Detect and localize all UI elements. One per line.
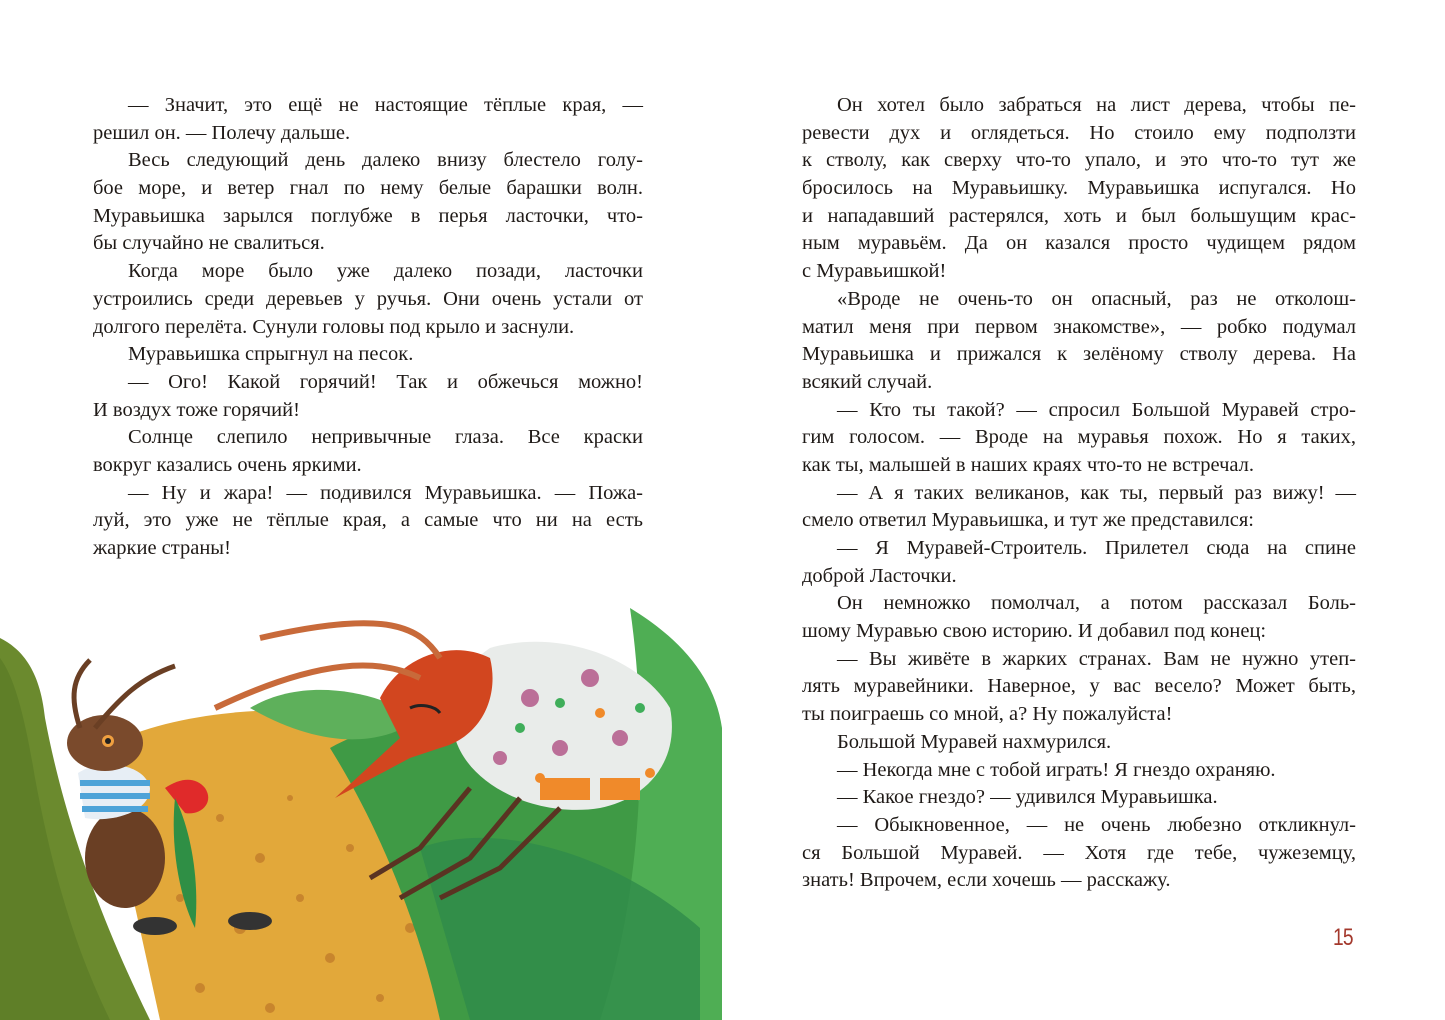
- text-line: — А я таких великанов, как ты, первый раз вижу! —: [837, 481, 1356, 504]
- text-line: Он немножко помолчал, а потом рассказал Боль-: [837, 592, 1356, 615]
- text-line: к стволу, как сверху что-то упало, и это что-то тут же: [802, 149, 1356, 172]
- text-line: — Я Муравей-Строитель. Прилетел сюда на спине: [837, 537, 1356, 559]
- text-line: луй, это уже не тёплые края, а самые что ни на есть: [93, 509, 643, 532]
- text-line: с Муравьишкой!: [802, 260, 947, 283]
- right-page: [722, 0, 1445, 1020]
- text-line: Весь следующий день далеко внизу блестело голу-: [128, 149, 643, 172]
- text-line: Солнце слепило непривычные глаза. Все краски: [128, 426, 643, 449]
- text-line: решил он. — Полечу дальше.: [93, 121, 351, 144]
- text-line: — Ну и жара! — подивился Муравьишка. — Пожа-: [128, 481, 643, 504]
- right-page-text: [802, 92, 1356, 895]
- text-line: доброй Ласточки.: [802, 564, 957, 587]
- text-line: Муравьишка спрыгнул на песок.: [128, 343, 414, 366]
- left-page: [0, 0, 722, 1020]
- text-line: матил меня при первом знакомстве», — робко подумал: [802, 315, 1356, 338]
- page-number: 15: [1333, 924, 1353, 951]
- left-page-text: [93, 92, 643, 563]
- text-line: — Ого! Какой горячий! Так и обжечься можно!: [128, 370, 643, 393]
- text-line: жаркие страны!: [93, 537, 231, 559]
- text-line: бое море, и ветер гнал по нему белые барашки волн.: [93, 177, 643, 200]
- text-line: «Вроде не очень-то он опасный, раз не отколош-: [837, 287, 1356, 310]
- text-line: вокруг казались очень яркими.: [93, 453, 362, 476]
- text-line: ты поиграешь со мной, а? Ну пожалуйста!: [802, 703, 1173, 726]
- text-line: смело ответил Муравьишка, и тут же представился:: [802, 509, 1254, 532]
- text-line: — Обыкновенное, — не очень любезно откликнул-: [837, 813, 1356, 836]
- text-line: лять муравейники. Наверное, у вас весело? Может быть,: [802, 675, 1356, 698]
- text-line: и нападавший растерялся, хоть и был большущим крас-: [802, 204, 1356, 227]
- text-line: ным муравьём. Да он казался просто чудищем рядом: [802, 232, 1356, 255]
- text-line: Большой Муравей нахмурился.: [837, 730, 1112, 753]
- text-line: шому Муравью свою историю. И добавил под конец:: [802, 620, 1267, 643]
- text-line: ревести дух и оглядеться. Но стоило ему подползти: [802, 121, 1356, 144]
- text-line: бы случайно не свалиться.: [93, 232, 325, 255]
- text-line: устроились среди деревьев у ручья. Они очень устали от: [93, 287, 643, 310]
- text-line: ся Большой Муравей. — Хотя где тебе, чужеземцу,: [802, 841, 1356, 864]
- text-line: знать! Впрочем, если хочешь — расскажу.: [802, 869, 1171, 892]
- text-line: бросилось на Муравьишку. Муравьишка испугался. Но: [802, 177, 1356, 200]
- text-line: Муравьишка зарылся поглубже в перья ласточки, что-: [93, 204, 643, 227]
- text-line: Когда море было уже далеко позади, ласточки: [128, 260, 643, 283]
- text-line: всякий случай.: [802, 370, 933, 393]
- text-line: — Вы живёте в жарких странах. Вам не нужно утеп-: [837, 647, 1356, 670]
- text-line: гим голосом. — Вроде на муравья похож. Но я таких,: [802, 426, 1356, 449]
- text-line: — Значит, это ещё не настоящие тёплые края, —: [128, 94, 643, 116]
- text-line: — Кто ты такой? — спросил Большой Муравей стро-: [837, 398, 1356, 421]
- text-line: — Какое гнездо? — удивился Муравьишка.: [837, 786, 1218, 809]
- ant-illustration: [0, 598, 722, 1020]
- text-line: И воздух тоже горячий!: [93, 398, 300, 421]
- text-line: долгого перелёта. Сунули головы под крыло и заснули.: [93, 315, 575, 338]
- text-line: Муравьишка и прижался к зелёному стволу дерева. На: [802, 343, 1356, 366]
- text-line: Он хотел было забраться на лист дерева, чтобы пе-: [837, 94, 1356, 116]
- text-line: — Некогда мне с тобой играть! Я гнездо охраняю.: [837, 758, 1276, 781]
- text-line: как ты, малышей в наших краях что-то не встречал.: [802, 453, 1255, 476]
